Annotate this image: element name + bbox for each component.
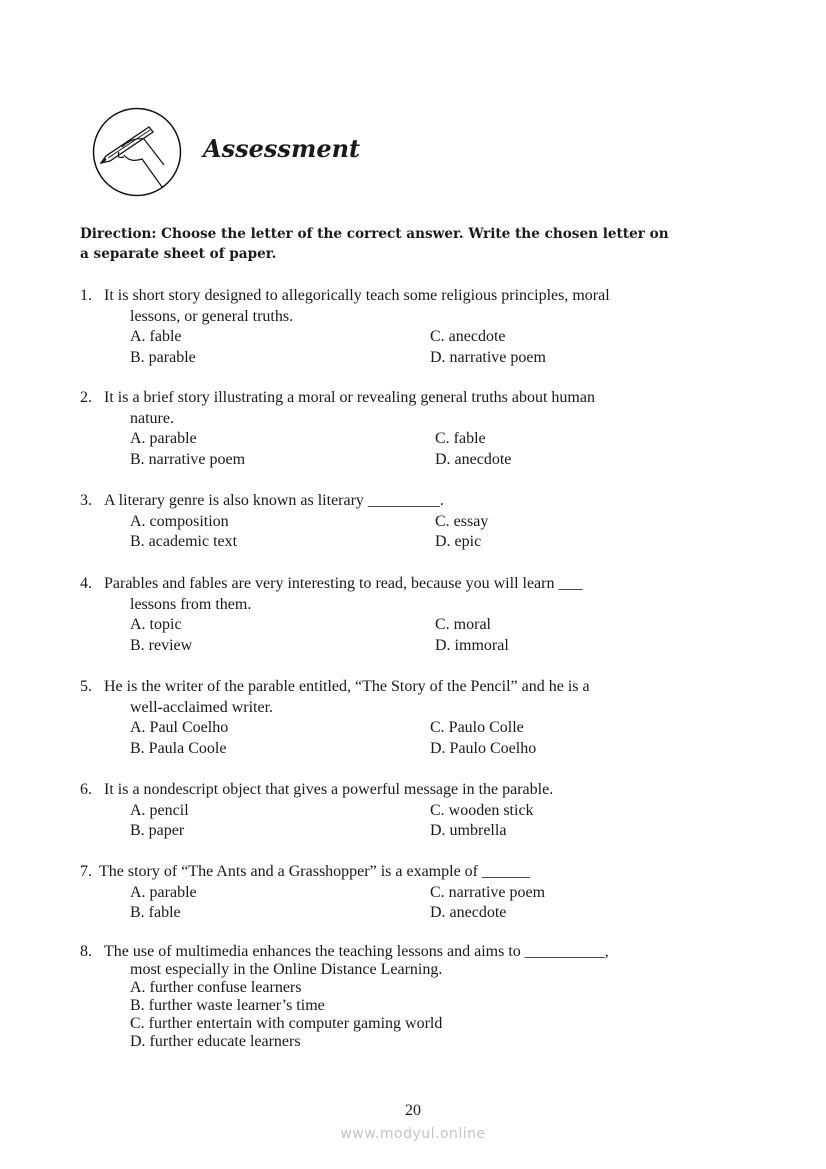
page-title: Assessment xyxy=(203,134,361,163)
question-text: It is a nondescript object that gives a powerful message in the parable. xyxy=(104,781,554,798)
answer-option: D. further educate learners xyxy=(130,1033,301,1050)
direction-line-1: Direction: Choose the letter of the correct answer. Write the chosen letter on xyxy=(80,226,669,242)
answer-option: B. paper xyxy=(130,822,185,840)
answer-option: A. parable xyxy=(130,883,197,901)
answer-option: C. moral xyxy=(435,616,491,634)
question-text: Parables and fables are very interesting to read, because you will learn ___ xyxy=(104,575,583,592)
answer-option: B. academic text xyxy=(130,533,238,551)
answer-option: C. Paulo Colle xyxy=(430,719,524,737)
answer-option: B. review xyxy=(130,636,193,654)
question-number: 1. xyxy=(80,287,92,304)
answer-option: C. essay xyxy=(435,512,489,530)
answer-option: D. Paulo Coelho xyxy=(430,739,537,757)
question-number: 2. xyxy=(80,389,92,406)
answer-option: C. wooden stick xyxy=(430,801,534,819)
question-text: It is short story designed to allegorically teach some religious principles, moral xyxy=(104,287,610,304)
hand-writing-pencil-icon xyxy=(92,107,184,199)
answer-option: D. umbrella xyxy=(430,822,507,840)
question-number: 5. xyxy=(80,678,92,695)
question-number: 7. xyxy=(80,863,92,880)
question-number: 3. xyxy=(80,492,92,509)
watermark: www.modyul.online xyxy=(340,1126,486,1142)
answer-option: D. immoral xyxy=(435,636,509,654)
question-text: nature. xyxy=(130,409,174,427)
answer-option: A. Paul Coelho xyxy=(130,719,229,737)
answer-option: D. narrative poem xyxy=(430,348,546,366)
answer-option: C. further entertain with computer gaming world xyxy=(130,1015,443,1032)
answer-option: C. anecdote xyxy=(430,328,506,346)
page-number: 20 xyxy=(405,1102,421,1119)
answer-option: B. parable xyxy=(130,348,196,366)
answer-option: D. anecdote xyxy=(430,904,507,922)
answer-option: D. epic xyxy=(435,533,482,551)
question-text: The story of “The Ants and a Grasshopper” is a example of ______ xyxy=(99,863,530,880)
answer-option: A. composition xyxy=(130,512,229,530)
answer-option: A. further confuse learners xyxy=(130,979,302,996)
question-number: 4. xyxy=(80,575,92,592)
question-number: 8. xyxy=(80,943,92,960)
question-text: A literary genre is also known as literary _________. xyxy=(104,492,444,509)
answer-option: B. narrative poem xyxy=(130,450,246,468)
answer-option: C. narrative poem xyxy=(430,883,546,901)
question-text: It is a brief story illustrating a moral or revealing general truths about human xyxy=(104,389,595,406)
answer-option: C. fable xyxy=(435,430,486,448)
question-text: most especially in the Online Distance Learning. xyxy=(130,961,443,978)
direction-line-2: a separate sheet of paper. xyxy=(80,246,277,262)
answer-option: A. pencil xyxy=(130,801,189,819)
answer-option: B. fable xyxy=(130,904,181,922)
question-text: lessons, or general truths. xyxy=(130,307,294,325)
answer-option: A. fable xyxy=(130,328,182,346)
question-number: 6. xyxy=(80,781,92,798)
answer-option: B. further waste learner’s time xyxy=(130,997,325,1014)
question-text: lessons from them. xyxy=(130,595,252,613)
answer-option: A. topic xyxy=(130,616,182,634)
question-text: The use of multimedia enhances the teaching lessons and aims to __________, xyxy=(104,943,609,960)
answer-option: D. anecdote xyxy=(435,450,512,468)
question-text: He is the writer of the parable entitled, “The Story of the Pencil” and he is a xyxy=(104,678,590,695)
answer-option: B. Paula Coole xyxy=(130,739,227,757)
question-text: well-acclaimed writer. xyxy=(130,698,274,716)
answer-option: A. parable xyxy=(130,430,197,448)
